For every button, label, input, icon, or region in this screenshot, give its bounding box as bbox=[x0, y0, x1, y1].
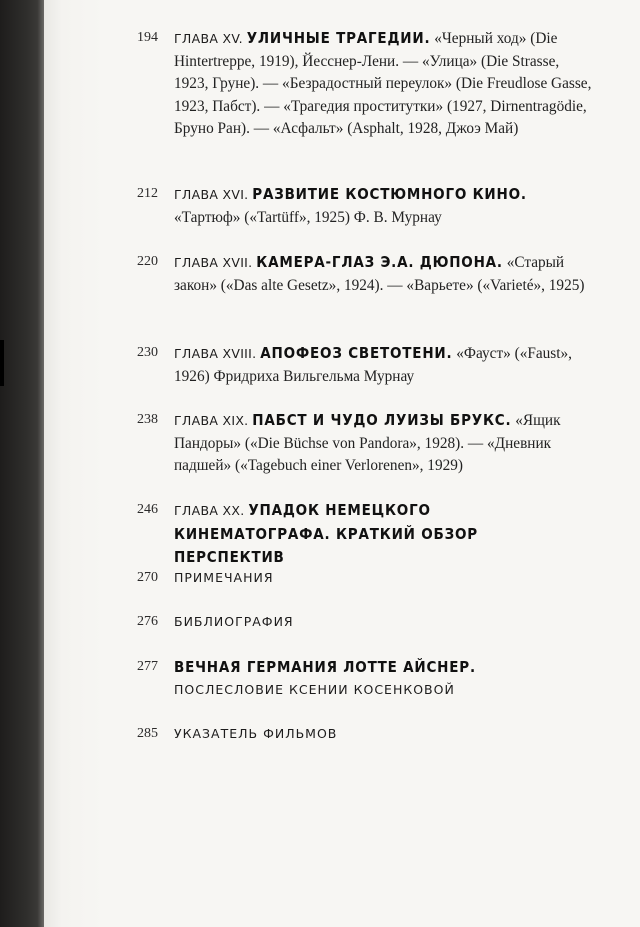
section-label: БИБЛИОГРАФИЯ bbox=[174, 614, 294, 629]
chapter-title: РАЗВИТИЕ КОСТЮМНОГО КИНО. bbox=[252, 185, 527, 203]
page-number: 270 bbox=[137, 570, 158, 585]
page-number: 194 bbox=[137, 30, 158, 45]
page-number: 276 bbox=[137, 614, 158, 629]
toc-entry bbox=[174, 251, 592, 297]
toc-entry bbox=[174, 567, 592, 590]
toc-entry bbox=[174, 656, 592, 701]
toc-entry bbox=[174, 409, 592, 478]
toc-entry bbox=[174, 611, 592, 634]
chapter-description: «Старый закон» («Das alte Gesetz», 1924). — «Варьете» («Varieté», 1925) bbox=[174, 254, 585, 294]
afterword-subtitle: ПОСЛЕСЛОВИЕ КСЕНИИ КОСЕНКОВОЙ bbox=[174, 681, 455, 697]
toc-entry bbox=[174, 342, 592, 388]
chapter-number: ГЛАВА XVII. bbox=[174, 255, 253, 270]
toc-entry bbox=[174, 723, 592, 746]
section-label: УКАЗАТЕЛЬ ФИЛЬМОВ bbox=[174, 726, 338, 741]
chapter-number: ГЛАВА XIX. bbox=[174, 413, 249, 428]
chapter-title: КАМЕРА-ГЛАЗ Э.А. ДЮПОНА. bbox=[256, 253, 503, 271]
section-label: ПРИМЕЧАНИЯ bbox=[174, 570, 274, 585]
page-number: 285 bbox=[137, 726, 158, 741]
chapter-description: «Тартюф» («Tartüff», 1925) Ф. В. Мурнау bbox=[174, 208, 442, 226]
chapter-title: УЛИЧНЫЕ ТРАГЕДИИ. bbox=[246, 29, 431, 47]
chapter-title: ПАБСТ И ЧУДО ЛУИЗЫ БРУКС. bbox=[252, 411, 512, 429]
chapter-description: «Ящик Пандоры» («Die Büchse von Pandora», 1928). — «Дневник падшей» («Tagebuch einer Verlorenen», 1929) bbox=[174, 412, 561, 475]
chapter-number: ГЛАВА XX. bbox=[174, 503, 245, 518]
page-number: 246 bbox=[137, 502, 158, 517]
chapter-number: ГЛАВА XVI. bbox=[174, 187, 249, 202]
chapter-title: УПАДОК НЕМЕЦКОГО КИНЕМАТОГРАФА. КРАТКИЙ ОБЗОР ПЕРСПЕКТИВ bbox=[174, 501, 478, 567]
page-number: 277 bbox=[137, 659, 158, 674]
chapter-number: ГЛАВА XVIII. bbox=[174, 346, 257, 361]
chapter-description: «Фауст» («Faust», 1926) Фридриха Вильгельма Мурнау bbox=[174, 345, 572, 385]
afterword-title: ВЕЧНАЯ ГЕРМАНИЯ ЛОТТЕ АЙСНЕР. bbox=[174, 658, 476, 676]
toc-entry bbox=[174, 499, 592, 570]
chapter-title: АПОФЕОЗ СВЕТОТЕНИ. bbox=[260, 344, 453, 362]
spine-mark bbox=[0, 340, 4, 386]
page-number: 230 bbox=[137, 345, 158, 360]
book-spine bbox=[0, 0, 44, 927]
chapter-description: «Черный ход» (Die Hintertreppe, 1919), Йесснер-Лени. — «Улица» (Die Strasse, 1923, Груне). — «Безрадостный переулок» (Die Freudlose Gasse, 1923, Пабст). — «Трагедия проститутки» (1927, Dirnentragödie, Бруно Ран). — «Асфальт» (Asphalt, 1928, Джоэ Май) bbox=[174, 30, 592, 138]
toc-entry bbox=[174, 183, 592, 229]
page-number: 220 bbox=[137, 254, 158, 269]
page-number: 238 bbox=[137, 412, 158, 427]
chapter-number: ГЛАВА XV. bbox=[174, 31, 243, 46]
page-number: 212 bbox=[137, 186, 158, 201]
toc-entry bbox=[174, 27, 592, 141]
